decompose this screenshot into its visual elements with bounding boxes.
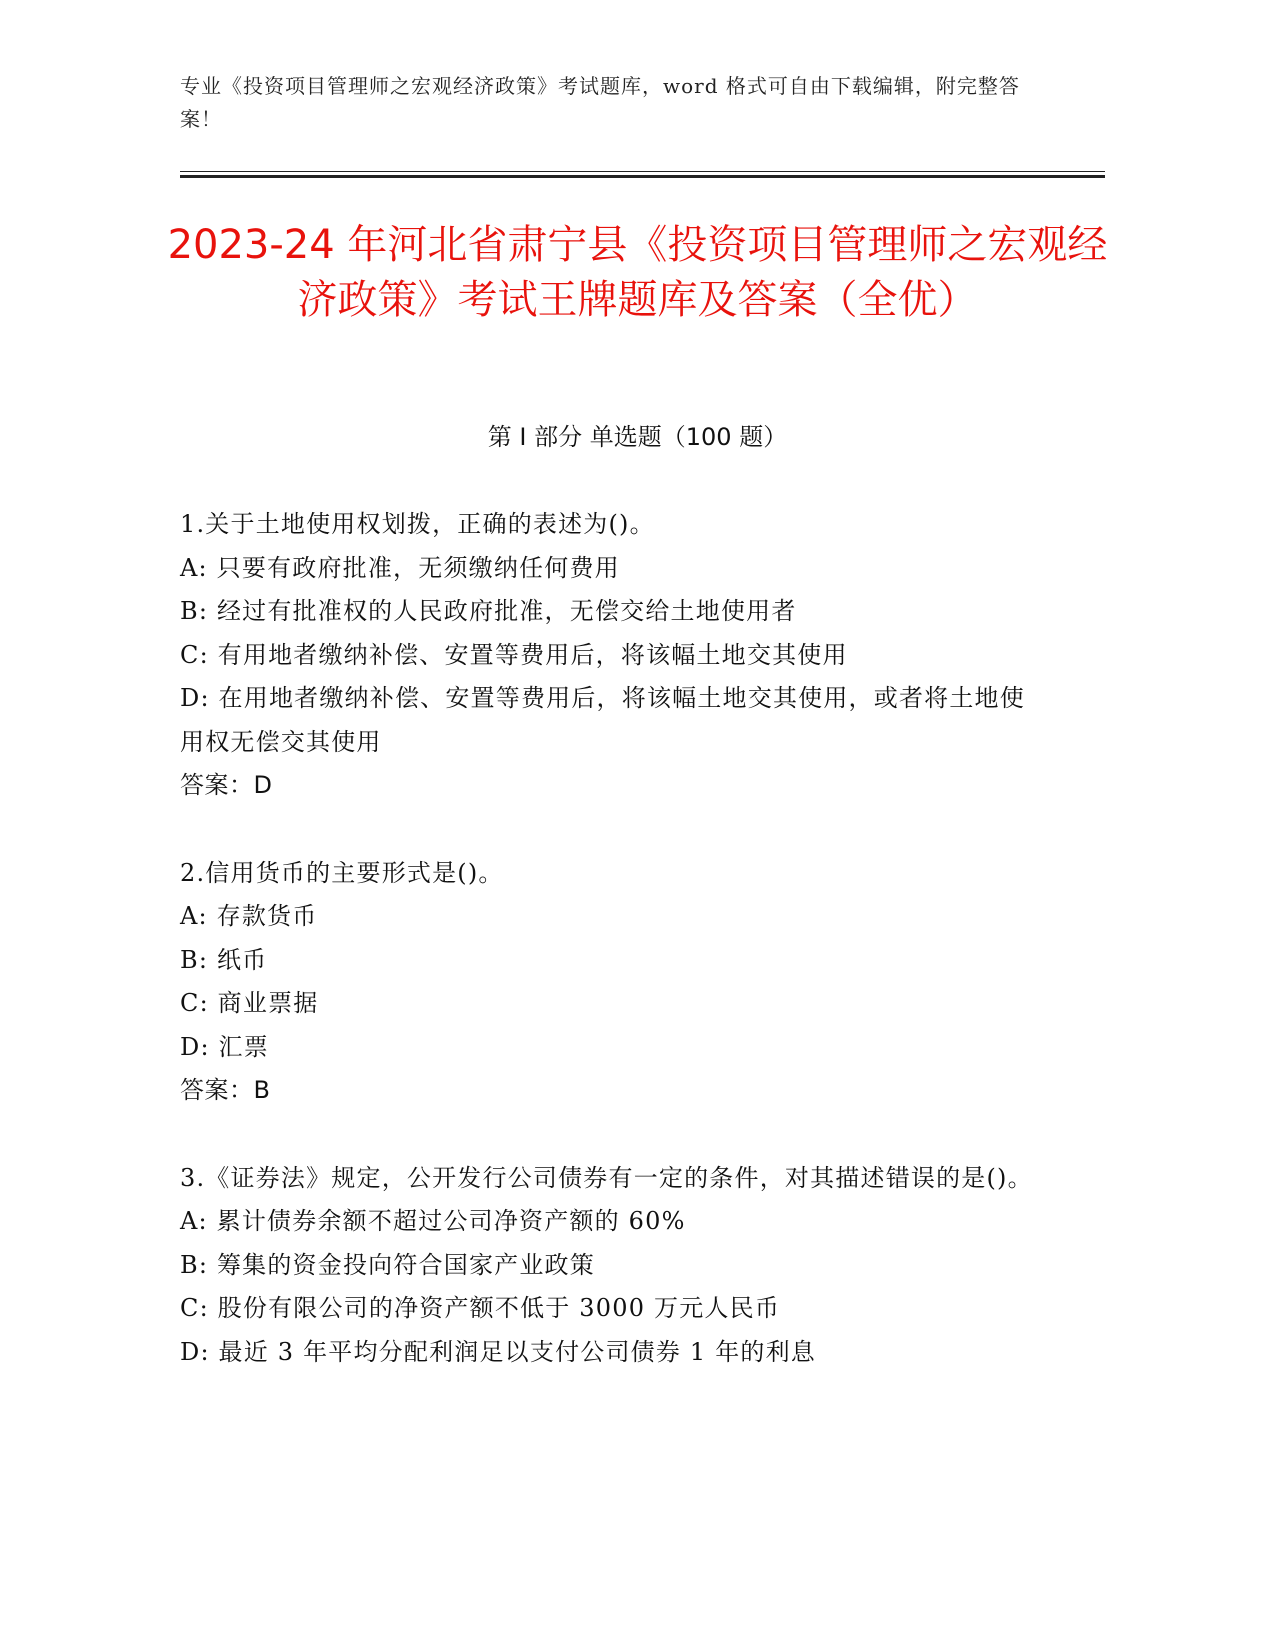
- option-d: D: 汇票: [180, 1032, 269, 1061]
- option-c: C: 股份有限公司的净资产额不低于 3000 万元人民币: [180, 1294, 781, 1322]
- option-b: B: 经过有批准权的人民政府批准，无偿交给土地使用者: [180, 597, 797, 625]
- option-b: B: 筹集的资金投向符合国家产业政策: [180, 1250, 595, 1279]
- question-2: [180, 852, 1040, 1113]
- option-a: A: 只要有政府批准，无须缴纳任何费用: [180, 553, 620, 582]
- document-title: 2023-24 年河北省肃宁县《投资项目管理师之宏观经济政策》考试王牌题库及答案（全优）: [167, 222, 1108, 323]
- option-c: C: 有用地者缴纳补偿、安置等费用后，将该幅土地交其使用: [180, 640, 848, 669]
- header-note: 专业《投资项目管理师之宏观经济政策》考试题库，word 格式可自由下载编辑，附完整答案！: [180, 74, 1020, 131]
- option-c: C: 商业票据: [180, 989, 319, 1017]
- answer: 答案：B: [180, 1076, 271, 1104]
- answer: 答案：D: [180, 771, 273, 799]
- option-d: D: 最近 3 年平均分配利润足以支付公司债券 1 年的利息: [180, 1337, 817, 1366]
- question-3: [180, 1157, 1040, 1375]
- header-divider-thick: [180, 175, 1105, 178]
- question-stem: 1.关于土地使用权划拨，正确的表述为()。: [180, 510, 655, 538]
- option-d: D: 在用地者缴纳补偿、安置等费用后，将该幅土地交其使用，或者将土地使用权无偿交其使用: [180, 684, 1025, 756]
- option-a: A: 存款货币: [180, 902, 318, 930]
- question-list: [180, 503, 1040, 1418]
- option-b: B: 纸币: [180, 945, 268, 974]
- question-stem: 2.信用货币的主要形式是()。: [180, 858, 504, 887]
- section-heading: 第 I 部分 单选题（100 题）: [487, 423, 788, 451]
- option-a: A: 累计债券余额不超过公司净资产额的 60%: [180, 1207, 686, 1235]
- header-divider-thin: [180, 171, 1105, 172]
- question-stem: 3.《证券法》规定，公开发行公司债券有一定的条件，对其描述错误的是()。: [180, 1163, 1033, 1192]
- question-1: [180, 503, 1040, 808]
